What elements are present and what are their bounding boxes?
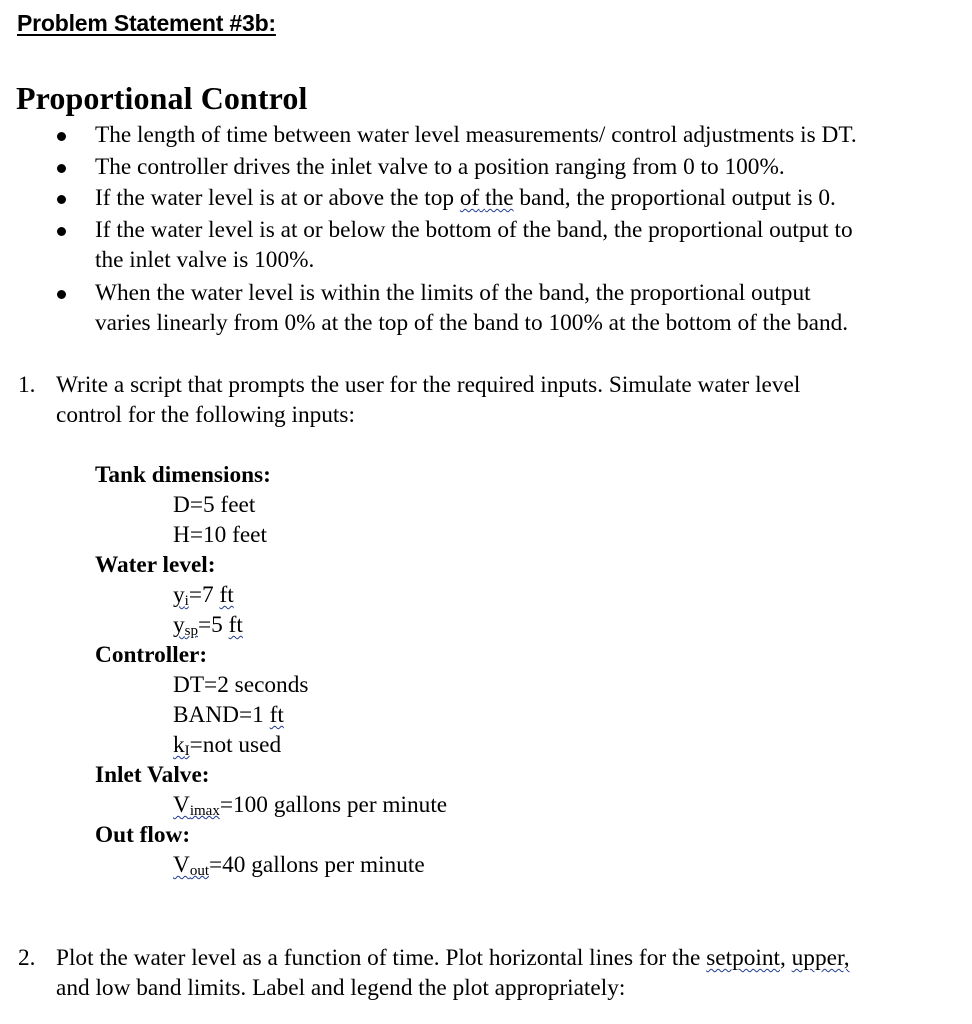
initial-level-number: =7 [188, 582, 220, 608]
band-value [95, 700, 447, 730]
bullet-text-post: band, the proportional output is 0. [513, 185, 836, 211]
bullet-icon [57, 227, 66, 236]
task-1 [18, 370, 958, 430]
task-text-line2: and low band limits. Label and legend the plot appropriately: [56, 975, 626, 1001]
bullet-text-line2: varies linearly from 0% at the top of the band to 100% at the bottom of the band. [95, 309, 849, 336]
task-text-comma: , [780, 945, 792, 971]
subscript-i: i [184, 593, 189, 609]
section-title: Proportional Control [16, 80, 308, 116]
initial-level-unit: ft [219, 582, 234, 608]
symbol-y: y [173, 582, 185, 608]
band-number: BAND=1 [173, 702, 270, 728]
problem-statement-heading: Problem Statement #3b: [17, 10, 276, 36]
vout-text: =40 gallons per minute [209, 852, 425, 878]
vout-symbol [173, 852, 209, 878]
tank-height-value: H=10 feet [173, 522, 267, 548]
setpoint-number: =5 [198, 612, 229, 638]
bullet-icon [57, 132, 66, 141]
bullet-text-line2: the inlet valve is 100%. [95, 246, 315, 273]
bullet-text-line1: If the water level is at or below the bottom of the band, the proportional output to [95, 216, 853, 243]
grammar-flag-of: of [459, 185, 480, 211]
vimax-symbol [173, 792, 220, 818]
bullet-text-pre: If the water level is at or above the top [95, 185, 460, 211]
task-text-line1: Write a script that prompts the user for the required inputs. Simulate water level [56, 372, 801, 398]
bullet-icon [57, 164, 66, 173]
initial-level-value [95, 580, 447, 610]
grammar-flag-setpoint: setpoint [706, 945, 780, 971]
symbol-v: V [173, 852, 190, 878]
bullet-icon [57, 195, 66, 204]
setpoint-symbol [173, 612, 198, 638]
task-number: 1. [18, 372, 36, 398]
bullet-item-within-band [0, 278, 972, 338]
bullet-item-valve-range [0, 152, 972, 184]
grammar-flag-upper: upper, [791, 945, 850, 971]
subscript-imax: imax [189, 803, 220, 819]
ki-symbol [173, 732, 190, 758]
symbol-k: k [173, 732, 185, 758]
inlet-valve-label: Inlet Valve: [95, 762, 210, 788]
task-number: 2. [18, 945, 36, 971]
bullet-item-top-band [0, 183, 972, 215]
bullet-text: The controller drives the inlet valve to a position ranging from 0 to 100%. [95, 153, 785, 180]
bullet-icon [57, 290, 66, 299]
bullet-text-line1: When the water level is within the limits of the band, the proportional output [95, 279, 811, 306]
band-unit: ft [269, 702, 284, 728]
ki-value [95, 730, 447, 760]
subscript-sp: sp [184, 623, 198, 639]
vout-value [95, 850, 447, 880]
bullet-list [0, 120, 972, 338]
task-text-line2: control for the following inputs: [56, 402, 355, 428]
bullet-text: The length of time between water level measurements/ control adjustments is DT. [95, 122, 857, 148]
water-level-label: Water level: [95, 552, 216, 578]
task-2 [18, 943, 958, 1003]
grammar-flag-the: the [485, 185, 514, 211]
ki-text: =not used [189, 732, 282, 758]
bullet-item-bottom-band [0, 215, 972, 275]
vimax-value [95, 790, 447, 820]
task-text-pre: Plot the water level as a function of time. Plot horizontal lines for the [56, 945, 707, 971]
symbol-v: V [173, 792, 190, 818]
initial-level-symbol [173, 582, 189, 608]
tank-dimensions-label: Tank dimensions: [95, 462, 271, 488]
outflow-label: Out flow: [95, 822, 191, 848]
controller-label: Controller: [95, 642, 208, 668]
subscript-I: I [184, 743, 190, 759]
vimax-text: =100 gallons per minute [219, 792, 448, 818]
dt-value: DT=2 seconds [173, 672, 309, 698]
input-parameters [95, 460, 447, 880]
bullet-item-dt [0, 120, 972, 152]
task-text-line1 [18, 943, 958, 973]
subscript-out: out [189, 863, 209, 879]
symbol-y: y [173, 612, 185, 638]
setpoint-unit: ft [228, 612, 243, 638]
setpoint-level-value [95, 610, 447, 640]
tank-diameter-value: D=5 feet [173, 492, 256, 518]
